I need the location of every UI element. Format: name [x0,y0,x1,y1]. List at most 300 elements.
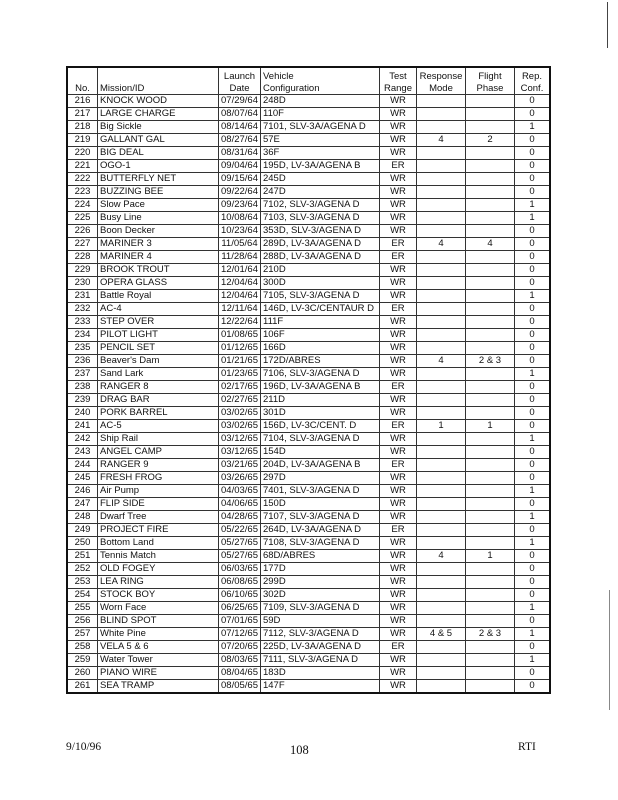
cell-mission: Sand Lark [98,368,219,381]
table-row [67,641,550,654]
cell-test-range: WR [379,537,416,550]
cell-rep-conf: 0 [514,381,550,394]
cell-launch-date: 04/28/65 [219,511,261,524]
cell-flight-phase [465,342,514,355]
cell-test-range: ER [379,303,416,316]
cell-launch-date: 07/29/64 [219,95,261,108]
cell-launch-date: 08/04/65 [219,667,261,680]
cell-response-mode [416,641,465,654]
cell-vehicle-config: 210D [260,264,379,277]
cell-vehicle-config: 211D [260,394,379,407]
cell-launch-date: 10/23/64 [219,225,261,238]
cell-flight-phase [465,277,514,290]
cell-rep-conf: 1 [514,433,550,446]
cell-mission: PENCIL SET [98,342,219,355]
cell-no: 216 [67,95,98,108]
cell-flight-phase [465,641,514,654]
cell-mission: OGO-1 [98,160,219,173]
cell-vehicle-config: 7111, SLV-3/AGENA D [260,654,379,667]
cell-vehicle-config: 195D, LV-3A/AGENA B [260,160,379,173]
table-row [67,394,550,407]
cell-vehicle-config: 68D/ABRES [260,550,379,563]
cell-flight-phase [465,147,514,160]
cell-flight-phase: 2 & 3 [465,355,514,368]
cell-no: 240 [67,407,98,420]
cell-mission: OLD FOGEY [98,563,219,576]
cell-launch-date: 03/02/65 [219,407,261,420]
cell-rep-conf: 0 [514,277,550,290]
cell-flight-phase [465,472,514,485]
cell-test-range: WR [379,602,416,615]
cell-no: 238 [67,381,98,394]
header-flight-phase: Flight Phase [465,67,514,95]
cell-response-mode [416,251,465,264]
cell-launch-date: 06/08/65 [219,576,261,589]
cell-vehicle-config: 247D [260,186,379,199]
cell-rep-conf: 0 [514,147,550,160]
cell-rep-conf: 1 [514,199,550,212]
cell-flight-phase [465,407,514,420]
cell-no: 242 [67,433,98,446]
cell-no: 252 [67,563,98,576]
table-row [67,576,550,589]
cell-launch-date: 04/06/65 [219,498,261,511]
cell-flight-phase [465,381,514,394]
table-row [67,446,550,459]
cell-response-mode [416,316,465,329]
cell-rep-conf: 0 [514,186,550,199]
cell-no: 232 [67,303,98,316]
cell-rep-conf: 0 [514,225,550,238]
cell-launch-date: 05/27/65 [219,550,261,563]
cell-no: 253 [67,576,98,589]
cell-flight-phase [465,290,514,303]
cell-test-range: WR [379,108,416,121]
cell-response-mode [416,225,465,238]
cell-vehicle-config: 111F [260,316,379,329]
cell-launch-date: 07/01/65 [219,615,261,628]
cell-vehicle-config: 245D [260,173,379,186]
table-row [67,173,550,186]
cell-response-mode [416,160,465,173]
footer-date: 9/10/96 [66,741,102,753]
cell-test-range: WR [379,485,416,498]
cell-mission: Worn Face [98,602,219,615]
cell-test-range: ER [379,160,416,173]
cell-vehicle-config: 7105, SLV-3/AGENA D [260,290,379,303]
cell-launch-date: 03/26/65 [219,472,261,485]
cell-response-mode [416,108,465,121]
cell-no: 258 [67,641,98,654]
cell-response-mode: 1 [416,420,465,433]
cell-mission: Water Tower [98,654,219,667]
cell-response-mode [416,433,465,446]
table-row [67,147,550,160]
cell-rep-conf: 1 [514,485,550,498]
cell-rep-conf: 0 [514,316,550,329]
header-no: No. [67,67,98,95]
cell-test-range: WR [379,615,416,628]
cell-response-mode [416,342,465,355]
cell-flight-phase [465,251,514,264]
cell-response-mode [416,212,465,225]
cell-response-mode [416,368,465,381]
cell-launch-date: 12/04/64 [219,290,261,303]
cell-response-mode [416,407,465,420]
cell-response-mode [416,186,465,199]
cell-flight-phase [465,615,514,628]
table-row [67,225,550,238]
cell-mission: GALLANT GAL [98,134,219,147]
cell-vehicle-config: 288D, LV-3A/AGENA D [260,251,379,264]
cell-vehicle-config: 225D, LV-3A/AGENA D [260,641,379,654]
cell-rep-conf: 0 [514,576,550,589]
cell-launch-date: 08/03/65 [219,654,261,667]
cell-vehicle-config: 7112, SLV-3/AGENA D [260,628,379,641]
cell-vehicle-config: 7102, SLV-3/AGENA D [260,199,379,212]
cell-vehicle-config: 7109, SLV-3/AGENA D [260,602,379,615]
table-row [67,602,550,615]
cell-flight-phase [465,212,514,225]
cell-no: 249 [67,524,98,537]
table-row [67,355,550,368]
cell-launch-date: 01/12/65 [219,342,261,355]
cell-no: 235 [67,342,98,355]
scan-edge-mark [609,590,610,710]
cell-launch-date: 01/23/65 [219,368,261,381]
cell-mission: PROJECT FIRE [98,524,219,537]
cell-launch-date: 08/07/64 [219,108,261,121]
cell-rep-conf: 0 [514,641,550,654]
cell-test-range: WR [379,407,416,420]
cell-response-mode [416,329,465,342]
cell-flight-phase: 2 & 3 [465,628,514,641]
cell-launch-date: 08/31/64 [219,147,261,160]
table-row [67,537,550,550]
cell-mission: PILOT LIGHT [98,329,219,342]
cell-launch-date: 03/21/65 [219,459,261,472]
cell-flight-phase [465,173,514,186]
cell-no: 257 [67,628,98,641]
cell-mission: Tennis Match [98,550,219,563]
cell-flight-phase [465,602,514,615]
cell-response-mode: 4 [416,355,465,368]
cell-launch-date: 05/22/65 [219,524,261,537]
table-row [67,329,550,342]
cell-rep-conf: 1 [514,511,550,524]
cell-launch-date: 08/05/65 [219,680,261,694]
cell-response-mode [416,615,465,628]
cell-launch-date: 11/05/64 [219,238,261,251]
cell-vehicle-config: 7103, SLV-3/AGENA D [260,212,379,225]
cell-flight-phase: 1 [465,550,514,563]
cell-launch-date: 09/23/64 [219,199,261,212]
cell-response-mode: 4 [416,238,465,251]
cell-no: 218 [67,121,98,134]
header-rep-conf: Rep. Conf. [514,67,550,95]
cell-no: 255 [67,602,98,615]
cell-no: 259 [67,654,98,667]
cell-flight-phase [465,186,514,199]
cell-rep-conf: 0 [514,589,550,602]
cell-test-range: WR [379,264,416,277]
cell-vehicle-config: 156D, LV-3C/CENT. D [260,420,379,433]
table-row [67,407,550,420]
cell-test-range: WR [379,212,416,225]
table-header-row [67,67,550,95]
cell-rep-conf: 0 [514,563,550,576]
cell-mission: AC-4 [98,303,219,316]
cell-mission: Air Pump [98,485,219,498]
cell-vehicle-config: 7107, SLV-3/AGENA D [260,511,379,524]
cell-response-mode [416,576,465,589]
table-row [67,160,550,173]
cell-rep-conf: 0 [514,550,550,563]
table-row [67,654,550,667]
table-row [67,316,550,329]
cell-vehicle-config: 353D, SLV-3/AGENA D [260,225,379,238]
cell-rep-conf: 1 [514,290,550,303]
cell-rep-conf: 1 [514,602,550,615]
cell-no: 224 [67,199,98,212]
scan-edge-mark [607,2,608,48]
cell-vehicle-config: 196D, LV-3A/AGENA B [260,381,379,394]
cell-mission: BIG DEAL [98,147,219,160]
cell-response-mode [416,199,465,212]
cell-vehicle-config: 301D [260,407,379,420]
table-row [67,667,550,680]
cell-test-range: ER [379,420,416,433]
cell-rep-conf: 0 [514,238,550,251]
cell-test-range: WR [379,550,416,563]
cell-flight-phase [465,537,514,550]
cell-test-range: WR [379,199,416,212]
table-row [67,433,550,446]
cell-vehicle-config: 7101, SLV-3A/AGENA D [260,121,379,134]
cell-mission: STEP OVER [98,316,219,329]
cell-response-mode: 4 [416,550,465,563]
cell-no: 256 [67,615,98,628]
cell-mission: Dwarf Tree [98,511,219,524]
cell-test-range: ER [379,381,416,394]
table-row [67,628,550,641]
table-row [67,524,550,537]
table-row [67,459,550,472]
cell-rep-conf: 0 [514,355,550,368]
table-row [67,264,550,277]
cell-test-range: WR [379,654,416,667]
cell-rep-conf: 0 [514,420,550,433]
cell-mission: MARINER 3 [98,238,219,251]
cell-test-range: WR [379,368,416,381]
cell-vehicle-config: 299D [260,576,379,589]
cell-launch-date: 08/27/64 [219,134,261,147]
header-test-range: Test Range [379,67,416,95]
cell-rep-conf: 0 [514,472,550,485]
cell-rep-conf: 1 [514,628,550,641]
cell-vehicle-config: 177D [260,563,379,576]
cell-mission: RANGER 8 [98,381,219,394]
cell-flight-phase [465,121,514,134]
cell-no: 233 [67,316,98,329]
cell-mission: Ship Rail [98,433,219,446]
cell-vehicle-config: 110F [260,108,379,121]
cell-response-mode [416,147,465,160]
cell-no: 219 [67,134,98,147]
cell-test-range: WR [379,433,416,446]
cell-no: 236 [67,355,98,368]
cell-vehicle-config: 248D [260,95,379,108]
cell-mission: LEA RING [98,576,219,589]
cell-mission: MARINER 4 [98,251,219,264]
cell-launch-date: 06/25/65 [219,602,261,615]
cell-no: 229 [67,264,98,277]
cell-no: 230 [67,277,98,290]
cell-test-range: ER [379,238,416,251]
cell-rep-conf: 0 [514,524,550,537]
cell-flight-phase [465,264,514,277]
cell-vehicle-config: 146D, LV-3C/CENTAUR D [260,303,379,316]
header-vehicle-config: Vehicle Configuration [260,67,379,95]
cell-vehicle-config: 59D [260,615,379,628]
cell-test-range: ER [379,251,416,264]
table-row [67,550,550,563]
table-row [67,420,550,433]
table-row [67,108,550,121]
cell-mission: KNOCK WOOD [98,95,219,108]
table-row [67,251,550,264]
header-launch-date: Launch Date [219,67,261,95]
cell-mission: ANGEL CAMP [98,446,219,459]
cell-rep-conf: 0 [514,134,550,147]
cell-rep-conf: 0 [514,251,550,264]
cell-mission: DRAG BAR [98,394,219,407]
cell-no: 243 [67,446,98,459]
table-row [67,342,550,355]
table-row [67,381,550,394]
cell-response-mode [416,472,465,485]
cell-no: 222 [67,173,98,186]
cell-response-mode [416,121,465,134]
cell-response-mode [416,667,465,680]
table-row [67,290,550,303]
cell-no: 225 [67,212,98,225]
cell-test-range: WR [379,121,416,134]
cell-response-mode [416,394,465,407]
cell-launch-date: 09/15/64 [219,173,261,186]
cell-vehicle-config: 7108, SLV-3/AGENA D [260,537,379,550]
cell-response-mode [416,524,465,537]
cell-test-range: WR [379,680,416,694]
cell-flight-phase [465,225,514,238]
cell-response-mode: 4 & 5 [416,628,465,641]
cell-flight-phase [465,654,514,667]
cell-no: 246 [67,485,98,498]
cell-vehicle-config: 147F [260,680,379,694]
cell-mission: Bottom Land [98,537,219,550]
cell-rep-conf: 0 [514,303,550,316]
cell-rep-conf: 0 [514,108,550,121]
cell-rep-conf: 0 [514,394,550,407]
cell-rep-conf: 0 [514,615,550,628]
table-row [67,498,550,511]
cell-launch-date: 03/02/65 [219,420,261,433]
cell-test-range: ER [379,641,416,654]
table-body [67,95,550,694]
cell-vehicle-config: 106F [260,329,379,342]
cell-vehicle-config: 302D [260,589,379,602]
table-row [67,186,550,199]
table-row [67,121,550,134]
cell-vehicle-config: 7104, SLV-3/AGENA D [260,433,379,446]
table-row [67,680,550,694]
cell-flight-phase [465,511,514,524]
cell-launch-date: 12/11/64 [219,303,261,316]
cell-test-range: ER [379,524,416,537]
cell-flight-phase [465,498,514,511]
cell-no: 227 [67,238,98,251]
footer-organization: RTI [518,741,536,753]
cell-flight-phase [465,576,514,589]
cell-launch-date: 09/22/64 [219,186,261,199]
cell-response-mode [416,602,465,615]
cell-rep-conf: 0 [514,680,550,694]
cell-no: 237 [67,368,98,381]
cell-rep-conf: 1 [514,654,550,667]
cell-mission: Boon Decker [98,225,219,238]
cell-test-range: WR [379,290,416,303]
table-row [67,589,550,602]
cell-test-range: WR [379,628,416,641]
cell-rep-conf: 0 [514,264,550,277]
cell-launch-date: 01/21/65 [219,355,261,368]
cell-launch-date: 08/14/64 [219,121,261,134]
cell-test-range: WR [379,563,416,576]
cell-vehicle-config: 36F [260,147,379,160]
cell-flight-phase [465,433,514,446]
cell-mission: AC-5 [98,420,219,433]
table-row [67,563,550,576]
cell-no: 231 [67,290,98,303]
table-row [67,95,550,108]
cell-vehicle-config: 57E [260,134,379,147]
cell-test-range: WR [379,95,416,108]
cell-flight-phase [465,485,514,498]
cell-vehicle-config: 7106, SLV-3/AGENA D [260,368,379,381]
cell-no: 217 [67,108,98,121]
cell-no: 223 [67,186,98,199]
header-response-mode: Response Mode [416,67,465,95]
cell-launch-date: 07/20/65 [219,641,261,654]
cell-mission: FLIP SIDE [98,498,219,511]
cell-no: 221 [67,160,98,173]
cell-test-range: ER [379,459,416,472]
cell-flight-phase: 2 [465,134,514,147]
cell-vehicle-config: 154D [260,446,379,459]
cell-launch-date: 10/08/64 [219,212,261,225]
cell-response-mode [416,290,465,303]
cell-test-range: WR [379,589,416,602]
cell-mission: Beaver's Dam [98,355,219,368]
table-row [67,238,550,251]
cell-mission: Slow Pace [98,199,219,212]
cell-mission: BLIND SPOT [98,615,219,628]
cell-mission: STOCK BOY [98,589,219,602]
cell-test-range: WR [379,225,416,238]
cell-vehicle-config: 150D [260,498,379,511]
cell-rep-conf: 0 [514,446,550,459]
cell-response-mode [416,537,465,550]
